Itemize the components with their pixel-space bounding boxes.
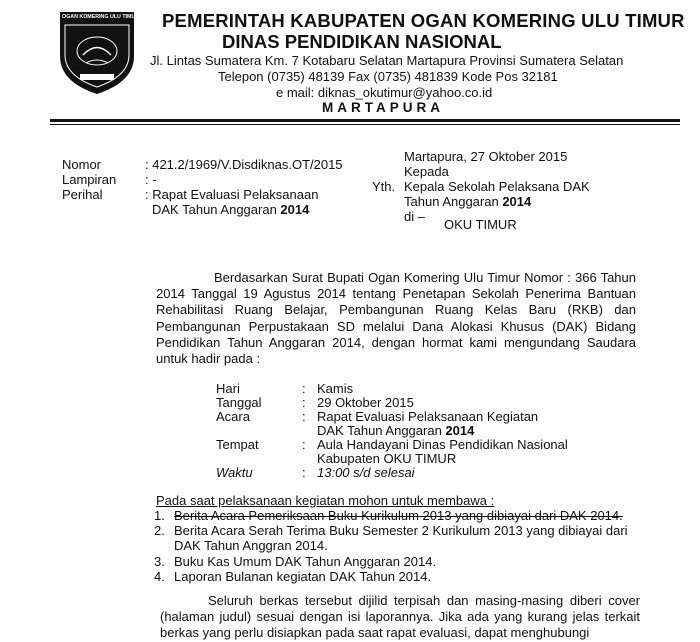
tempat-label: Tempat <box>216 437 259 452</box>
tempat-colon: : <box>302 437 306 452</box>
bring-list <box>154 508 654 584</box>
tempat-value: Aula Handayani Dinas Pendidikan Nasional <box>317 437 568 452</box>
list-item: 2. Berita Acara Serah Terima Buku Semester 2 Kurikulum 2013 yang dibiayai dari DAK Tahun Anggran 2014. <box>154 523 628 554</box>
perihal-label: Perihal <box>62 187 103 202</box>
email-line: e mail: diknas_okutimur@yahoo.co.id <box>276 85 493 100</box>
letterhead-rule-thin <box>50 124 680 125</box>
lampiran-label: Lampiran <box>62 172 117 187</box>
acara-value-line2: DAK Tahun Anggaran 2014 <box>317 423 475 438</box>
body-paragraph: Berdasarkan Surat Bupati Ogan Komering Ulu Timur Nomor : 366 Tahun 2014 Tanggal 19 Agustus 2014 tentang Penetapan Sekolah Penerima Bantuan Rehabilitasi Ruang Belajar, Pembangunan Ruang Kelas Baru (RKB) dan Pembangunan Perpustakaan SD melalui Dana Alokasi Khusus (DAK) Bidang Pendidikan Tahun Anggaran 2014, dengan hormat kami mengundang Saudara untuk hadir pada : <box>156 270 636 367</box>
hari-value: Kamis <box>317 381 354 396</box>
nomor-label: Nomor <box>62 157 102 172</box>
list-item: 4. Laporan Bulanan kegiatan DAK Tahun 2014. <box>154 568 432 584</box>
letterhead-rule-thick <box>50 119 680 122</box>
bring-heading: Pada saat pelaksanaan kegiatan mohon untuk membawa : <box>156 493 495 508</box>
waktu-label: Waktu <box>216 465 253 480</box>
list-item: 1. Berita Acara Pemeriksaan Buku Kurikulum 2013 yang dibiayai dari DAK 2014. <box>154 508 623 523</box>
phone-line: Telepon (0735) 48139 Fax (0735) 481839 Kode Pos 32181 <box>218 69 558 84</box>
list-item: 3. Buku Kas Umum DAK Tahun Anggaran 2014. <box>154 553 437 569</box>
recipient-line2: Tahun Anggaran 2014 <box>404 194 532 209</box>
tempat-value-line2: Kabupaten OKU TIMUR <box>317 451 457 466</box>
government-name: PEMERINTAH KABUPATEN OGAN KOMERING ULU TIMUR <box>162 10 685 31</box>
yth-label: Yth. <box>372 179 396 194</box>
waktu-colon: : <box>302 465 306 480</box>
hari-colon: : <box>302 381 306 396</box>
di-label: di – <box>404 209 425 224</box>
acara-value: Rapat Evaluasi Pelaksanaan Kegiatan <box>317 409 539 424</box>
agency-name: DINAS PENDIDIKAN NASIONAL <box>222 31 502 52</box>
hari-label: Hari <box>216 381 240 396</box>
perihal-value: : Rapat Evaluasi Pelaksanaan <box>145 187 319 202</box>
recipient-location: OKU TIMUR <box>444 217 517 232</box>
address-line: Jl. Lintas Sumatera Km. 7 Kotabaru Selatan Martapura Provinsi Sumatera Selatan <box>150 53 624 68</box>
tanggal-colon: : <box>302 395 306 410</box>
acara-label: Acara <box>216 409 250 424</box>
closing-paragraph: Seluruh berkas tersebut dijilid terpisah dan masing-masing diberi cover (halaman judul) sesuai dengan isi laporannya. Jika ada yang kurang jelas terkait berkas yang perlu disiapkan pada saat rapat evaluasi, dapat menghubungi <box>160 593 640 641</box>
recipient-line1: Kepala Sekolah Pelaksana DAK <box>404 179 590 194</box>
acara-colon: : <box>302 409 306 424</box>
tanggal-value: 29 Oktober 2015 <box>317 395 414 410</box>
kepada-label: Kepada <box>404 164 449 179</box>
tanggal-label: Tanggal <box>216 395 262 410</box>
perihal-value-line2: DAK Tahun Anggaran 2014 <box>152 202 310 217</box>
regency-logo <box>56 8 138 96</box>
logo-text: OGAN KOMERING ULU TIMUR <box>62 14 140 20</box>
letter-date: Martapura, 27 Oktober 2015 <box>404 149 568 164</box>
city-name: MARTAPURA <box>322 100 444 115</box>
nomor-value: : 421.2/1969/V.Disdiknas.OT/2015 <box>145 157 343 172</box>
waktu-value: 13:00 s/d selesai <box>317 465 415 480</box>
lampiran-value: : - <box>145 172 157 187</box>
